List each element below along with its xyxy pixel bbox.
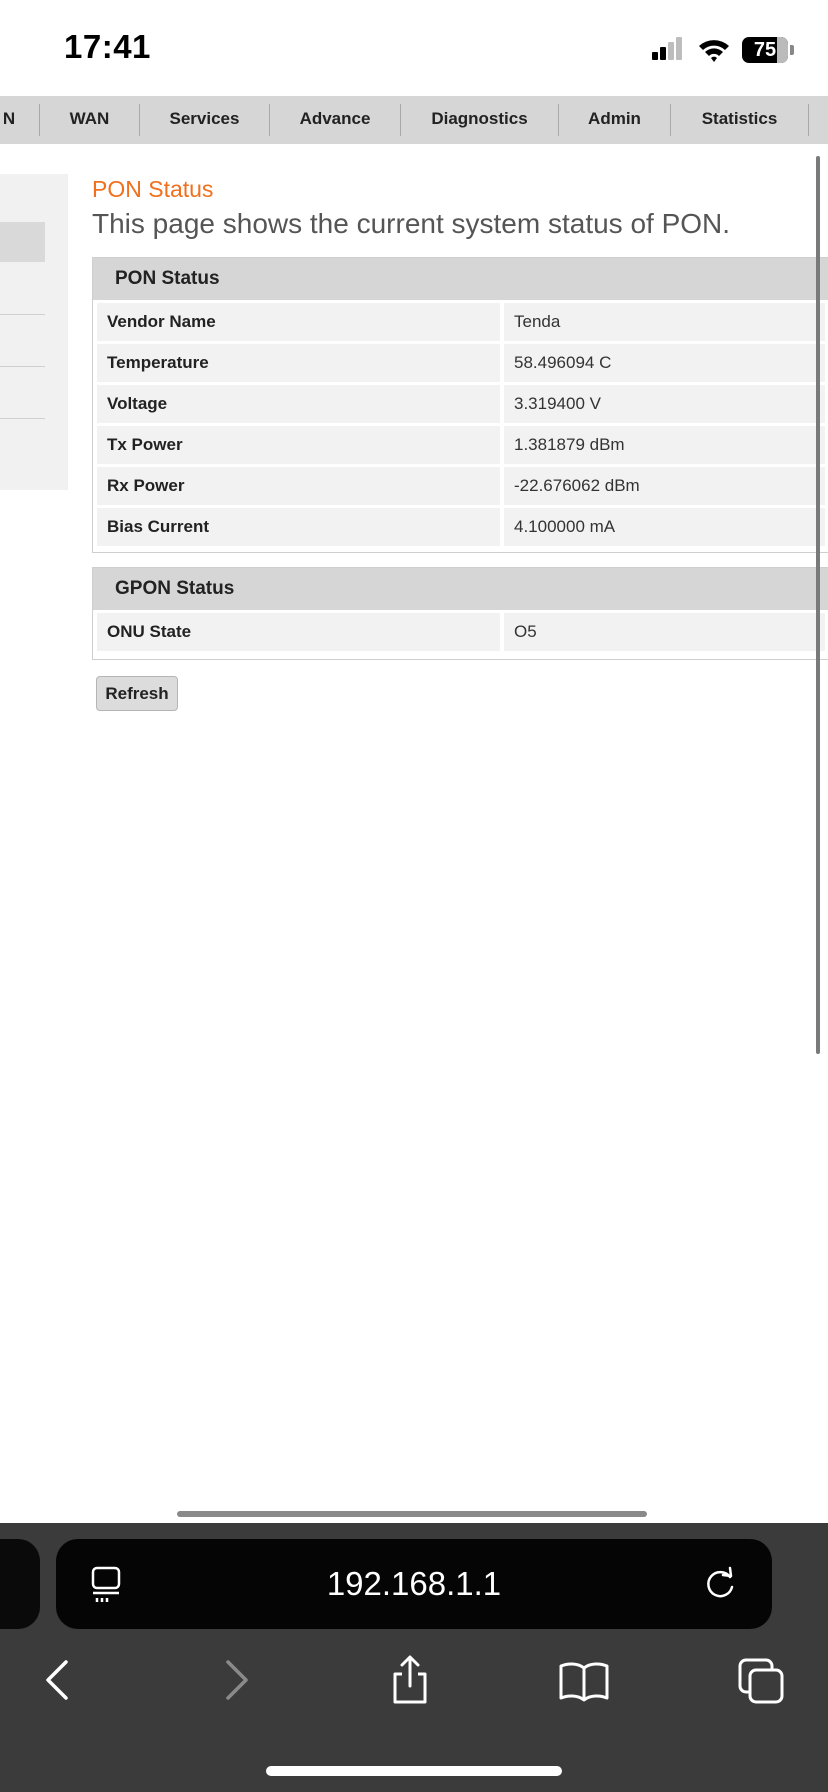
pon-status-table <box>92 257 828 553</box>
nav-item-truncated[interactable]: N <box>2 109 16 128</box>
row-value: -22.676062 dBm <box>504 467 825 505</box>
back-icon[interactable] <box>30 1652 86 1708</box>
table-row <box>97 385 825 423</box>
horizontal-scrollbar[interactable] <box>177 1511 647 1517</box>
page-title: PON Status <box>92 176 214 202</box>
gpon-status-table <box>92 567 828 660</box>
table-row <box>97 303 825 341</box>
cellular-signal-icon <box>650 36 686 64</box>
sidebar-divider <box>0 314 45 315</box>
row-value: 1.381879 dBm <box>504 426 825 464</box>
clock: 17:41 <box>64 28 151 65</box>
sidebar-item-selected[interactable] <box>0 222 45 262</box>
tabs-icon[interactable] <box>734 1652 790 1708</box>
row-label: Rx Power <box>97 467 500 505</box>
sidebar-divider <box>0 418 45 419</box>
nav-item-services[interactable]: Services <box>169 109 240 128</box>
row-label: Tx Power <box>97 426 500 464</box>
row-label: Voltage <box>97 385 500 423</box>
table-row <box>97 613 825 651</box>
row-value: O5 <box>504 613 825 651</box>
status-icons <box>650 34 794 66</box>
forward-icon[interactable] <box>208 1652 264 1708</box>
sidebar-divider <box>0 366 45 367</box>
url-text[interactable]: 192.168.1.1 <box>326 1565 502 1602</box>
nav-item-diagnostics[interactable]: Diagnostics <box>431 109 528 128</box>
table-row <box>97 467 825 505</box>
nav-item-statistics[interactable]: Statistics <box>701 109 778 128</box>
bookmarks-icon[interactable] <box>556 1652 612 1708</box>
nav-item-wan[interactable]: WAN <box>69 109 110 128</box>
row-label: ONU State <box>97 613 500 651</box>
table-row <box>97 344 825 382</box>
wifi-icon <box>696 36 732 64</box>
row-label: Temperature <box>97 344 500 382</box>
status-bar <box>0 0 828 96</box>
nav-item-advance[interactable]: Advance <box>299 109 371 128</box>
sidebar <box>0 174 68 490</box>
row-value: 58.496094 C <box>504 344 825 382</box>
home-indicator <box>266 1766 562 1776</box>
row-value: Tenda <box>504 303 825 341</box>
row-value: 4.100000 mA <box>504 508 825 546</box>
reload-icon[interactable] <box>702 1565 738 1603</box>
table-row <box>97 508 825 546</box>
section-heading: PON Status <box>93 258 828 300</box>
nav-item-admin[interactable]: Admin <box>588 109 641 128</box>
table-row <box>97 426 825 464</box>
row-value: 3.319400 V <box>504 385 825 423</box>
refresh-button[interactable]: Refresh <box>96 676 178 711</box>
page-description: This page shows the current system status of PON. <box>92 208 731 239</box>
previous-tab-preview[interactable] <box>0 1539 40 1629</box>
row-label: Bias Current <box>97 508 500 546</box>
address-bar[interactable] <box>56 1539 772 1629</box>
router-nav-bar <box>0 96 828 144</box>
battery-icon <box>742 37 794 63</box>
battery-level: 75 <box>753 39 777 61</box>
page-scrollbar[interactable] <box>816 156 820 1054</box>
row-label: Vendor Name <box>97 303 500 341</box>
share-icon[interactable] <box>382 1652 438 1708</box>
section-heading: GPON Status <box>93 568 828 610</box>
